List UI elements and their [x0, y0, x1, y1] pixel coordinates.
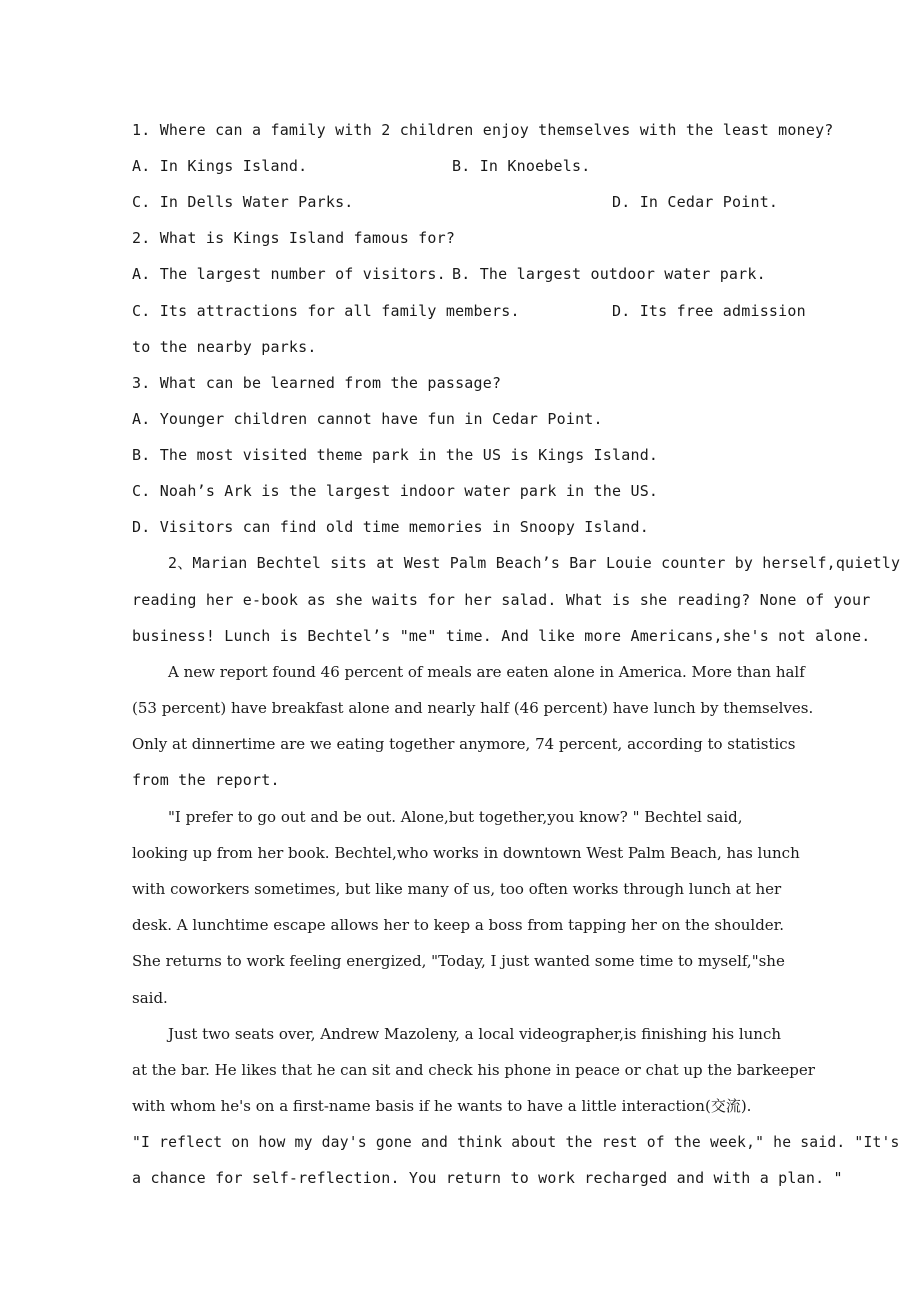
passage-p3-line-5: She returns to work feeling energized, "Today, I just wanted some time to myself,"she [132, 952, 785, 970]
question-1-option-c: C. In Dells Water Parks. [132, 193, 354, 211]
passage-p4-line-2: at the bar. He likes that he can sit and check his phone in peace or chat up the barkeeper [132, 1061, 815, 1079]
question-2-option-d: D. Its free admission [612, 302, 806, 320]
passage-p4-line-3: with whom he's on a first-name basis if he wants to have a little interaction(交流). [132, 1097, 752, 1115]
passage-p4-line-5: a chance for self-reflection. You return to work recharged and with a plan. " [132, 1169, 843, 1187]
passage-p1-line-2: reading her e-book as she waits for her salad. What is she reading? None of your [132, 591, 871, 609]
question-2-option-d-continued: to the nearby parks. [132, 338, 317, 356]
passage-p3-line-4: desk. A lunchtime escape allows her to keep a boss from tapping her on the shoulder. [132, 916, 784, 934]
passage-p1-line-3: business! Lunch is Bechtel’s "me" time. And like more Americans,she's not alone. [132, 627, 871, 645]
question-2-option-b: B. The largest outdoor water park. [452, 265, 766, 283]
question-1-option-d: D. In Cedar Point. [612, 193, 779, 211]
question-2-option-c: C. Its attractions for all family members. [132, 302, 520, 320]
passage-p3-line-3: with coworkers sometimes, but like many of us, too often works through lunch at her [132, 880, 782, 898]
passage-p2-line-3: Only at dinnertime are we eating together anymore, 74 percent, according to statistics [132, 735, 796, 753]
question-3-stem: 3. What can be learned from the passage? [132, 374, 502, 392]
passage-p2-line-1: A new report found 46 percent of meals are eaten alone in America. More than half [168, 663, 805, 681]
passage-p3-line-1: "I prefer to go out and be out. Alone,but together,you know? " Bechtel said, [168, 808, 743, 826]
passage-p2-line-2: (53 percent) have breakfast alone and nearly half (46 percent) have lunch by themselves. [132, 699, 814, 717]
passage-p3-line-2: looking up from her book. Bechtel,who works in downtown West Palm Beach, has lunch [132, 844, 800, 862]
question-1-option-b: B. In Knoebels. [452, 157, 591, 175]
question-3-option-a: A. Younger children cannot have fun in Cedar Point. [132, 410, 603, 428]
question-2-stem: 2. What is Kings Island famous for? [132, 229, 456, 247]
passage-p1-line-1: 2、Marian Bechtel sits at West Palm Beach’s Bar Louie counter by herself,quietly [168, 554, 901, 572]
passage-p4-line-4: "I reflect on how my day's gone and think about the rest of the week," he said. "It's [132, 1133, 900, 1151]
question-3-option-b: B. The most visited theme park in the US is Kings Island. [132, 446, 659, 464]
question-1-stem: 1. Where can a family with 2 children enjoy themselves with the least money? [132, 121, 834, 139]
passage-p3-line-6: said. [132, 989, 168, 1007]
question-2-option-a: A. The largest number of visitors. [132, 265, 446, 283]
passage-p4-line-1: Just two seats over, Andrew Mazoleny, a local videographer,is finishing his lunch [168, 1025, 782, 1043]
passage-p2-line-4: from the report. [132, 771, 280, 789]
question-3-option-c: C. Noah’s Ark is the largest indoor water park in the US. [132, 482, 659, 500]
question-3-option-d: D. Visitors can find old time memories in Snoopy Island. [132, 518, 649, 536]
question-1-option-a: A. In Kings Island. [132, 157, 308, 175]
